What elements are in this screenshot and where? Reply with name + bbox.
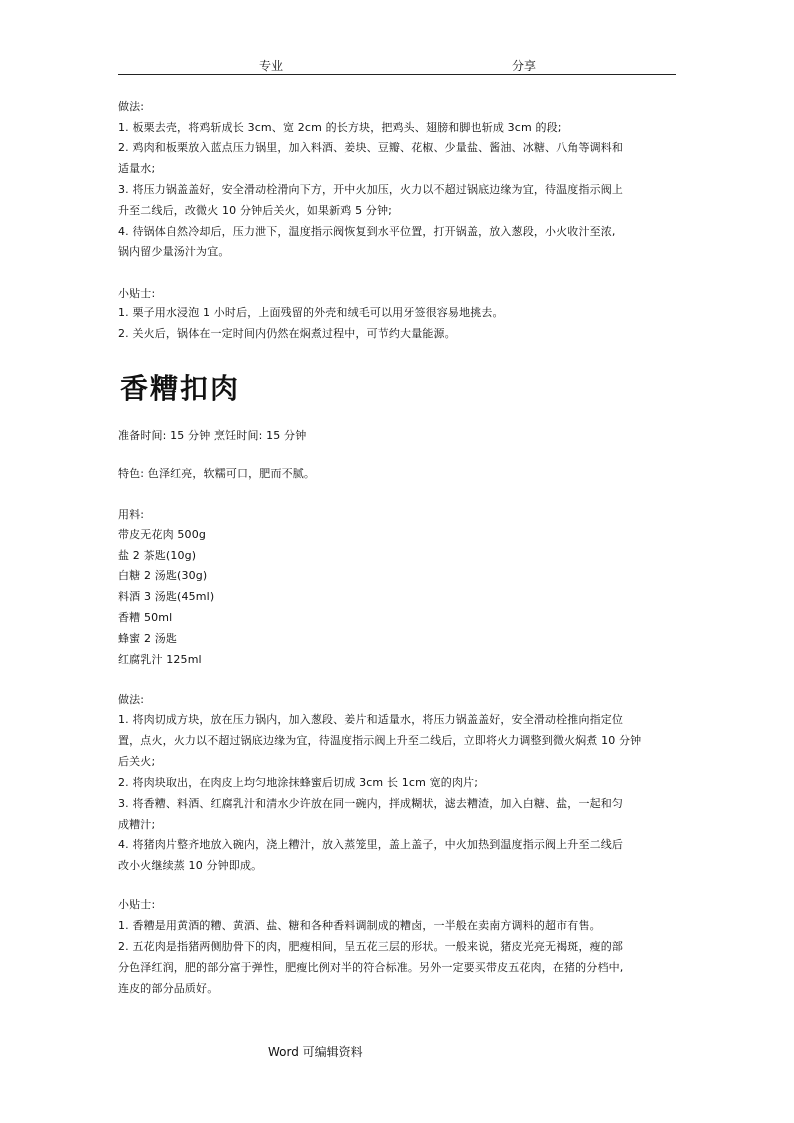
recipe-tips-heading: 小贴士: — [118, 898, 156, 911]
method-line: 3. 将压力锅盖盖好，安全滑动栓滑向下方，开中火加压，火力以不超过锅底边缘为宜，待温度指示阀上 — [118, 183, 624, 196]
ingredient-item: 带皮无花肉 500g — [118, 528, 206, 541]
page-header — [118, 55, 676, 75]
recipe-method-line: 2. 将肉块取出，在肉皮上均匀地涂抹蜂蜜后切成 3cm 长 1cm 宽的肉片; — [118, 776, 479, 789]
page-footer: Word 可编辑资料 — [268, 1045, 363, 1059]
header-right: 分享 — [512, 59, 537, 73]
recipe-method-line: 成糟汁; — [118, 818, 156, 831]
tips-line: 2. 关火后，锅体在一定时间内仍然在焖煮过程中，可节约大量能源。 — [118, 327, 456, 340]
recipe-tips-line: 连皮的部分品质好。 — [118, 982, 219, 995]
recipe-tips-line: 1. 香糟是用黄酒的糟、黄酒、盐、糖和各种香料调制成的糟卤，一半般在卖南方调料的超市有售。 — [118, 919, 601, 932]
tips-heading: 小贴士: — [118, 287, 156, 300]
ingredient-item: 白糖 2 汤匙(30g) — [118, 569, 208, 582]
recipe-method-line: 3. 将香糟、料酒、红腐乳汁和清水少许放在同一碗内，拌成糊状，滤去糟渣，加入白糖、盐，一起和匀 — [118, 797, 624, 810]
recipe-method-line: 改小火继续蒸 10 分钟即成。 — [118, 859, 263, 872]
ingredient-item: 香糟 50ml — [118, 611, 173, 624]
recipe-method-line: 1. 将肉切成方块，放在压力锅内，加入葱段、姜片和适量水，将压力锅盖盖好，安全滑动栓推向指定位 — [118, 713, 624, 726]
method-heading: 做法: — [118, 100, 145, 113]
recipe-tips-line: 分色泽红润，肥的部分富于弹性，肥瘦比例对半的符合标准。另外一定要买带皮五花肉，在猪的分档中, — [118, 961, 624, 974]
ingredient-item: 盐 2 茶匙(10g) — [118, 549, 197, 562]
recipe-method-heading: 做法: — [118, 693, 145, 706]
method-line: 1. 板栗去壳，将鸡斩成长 3cm、宽 2cm 的长方块，把鸡头、翅膀和脚也斩成 3cm 的段; — [118, 121, 562, 134]
ingredient-item: 红腐乳汁 125ml — [118, 653, 202, 666]
method-line: 锅内留少量汤汁为宜。 — [118, 245, 230, 258]
recipe-feature: 特色: 色泽红亮，软糯可口，肥而不腻。 — [118, 467, 316, 480]
method-line: 2. 鸡肉和板栗放入蓝点压力锅里，加入料酒、姜块、豆瓣、花椒、少量盐、酱油、冰糖、八角等调料和 — [118, 141, 624, 154]
tips-line: 1. 栗子用水浸泡 1 小时后，上面残留的外壳和绒毛可以用牙签很容易地挑去。 — [118, 306, 504, 319]
recipe-method-line: 4. 将猪肉片整齐地放入碗内，浇上糟汁，放入蒸笼里，盖上盖子，中火加热到温度指示阀上升至二线后 — [118, 838, 624, 851]
method-line: 适量水; — [118, 162, 156, 175]
recipe-method-line: 后关火; — [118, 755, 156, 768]
ingredients-heading: 用料: — [118, 508, 145, 521]
recipe-method-line: 置，点火，火力以不超过锅底边缘为宜，待温度指示阀上升至二线后，立即将火力调整到微火焖煮 10 分钟 — [118, 734, 642, 747]
method-line: 升至二线后，改微火 10 分钟后关火，如果新鸡 5 分钟; — [118, 204, 393, 217]
ingredient-item: 蜂蜜 2 汤匙 — [118, 632, 178, 645]
ingredient-item: 料酒 3 汤匙(45ml) — [118, 590, 215, 603]
recipe-title: 香糟扣肉 — [120, 372, 241, 405]
method-line: 4. 待锅体自然冷却后，压力泄下，温度指示阀恢复到水平位置，打开锅盖，放入葱段，小火收汁至浓, — [118, 225, 616, 238]
recipe-time: 准备时间: 15 分钟 烹饪时间: 15 分钟 — [118, 429, 307, 442]
header-left: 专业 — [259, 59, 284, 73]
recipe-tips-line: 2. 五花肉是指猪两侧肋骨下的肉，肥瘦相间，呈五花三层的形状。一般来说，猪皮光亮无褐斑，瘦的部 — [118, 940, 624, 953]
